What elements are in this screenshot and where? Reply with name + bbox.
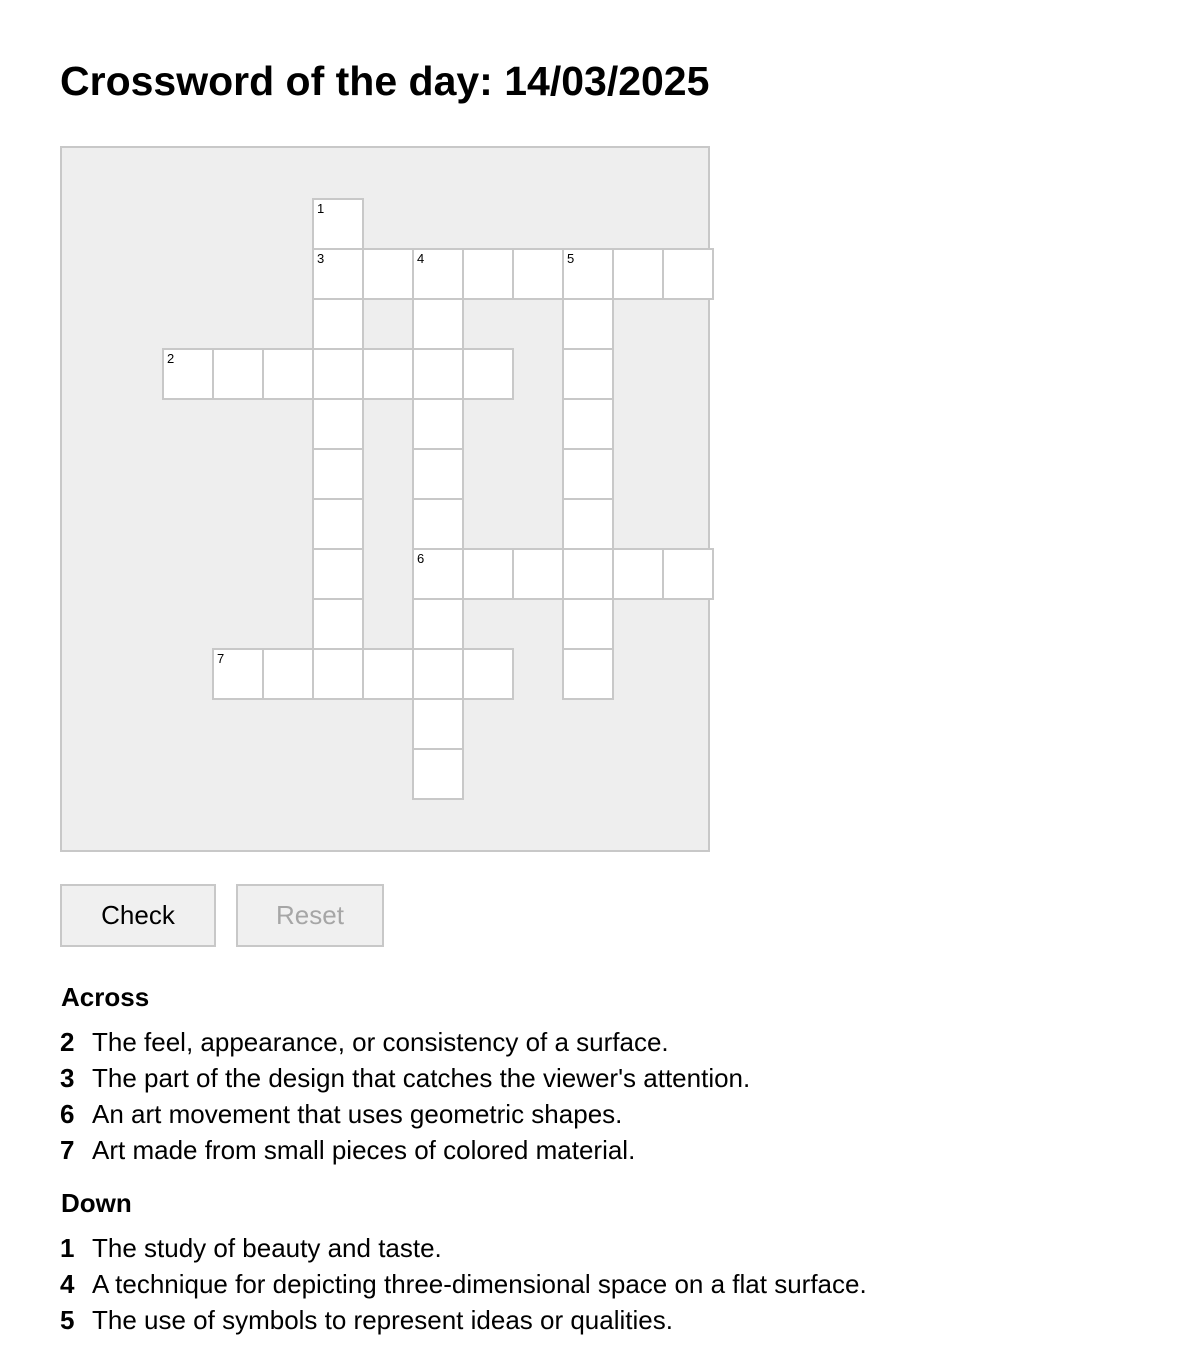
crossword-cell[interactable]	[462, 648, 514, 700]
crossword-cell[interactable]	[312, 248, 364, 300]
clue-text: An art movement that uses geometric shapes.	[92, 1099, 623, 1129]
clue-down-5	[60, 1302, 867, 1338]
cell-number: 2	[167, 351, 175, 366]
page-title: Crossword of the day: 14/03/2025	[60, 58, 710, 104]
cell-number: 6	[417, 551, 425, 566]
clue-number: 3	[60, 1063, 75, 1093]
clue-number: 1	[60, 1233, 75, 1263]
clue-text: The feel, appearance, or consistency of a surface.	[92, 1027, 669, 1057]
crossword-cell[interactable]	[412, 498, 464, 550]
check-button[interactable]: Check	[60, 884, 216, 947]
crossword-cell[interactable]	[662, 548, 714, 600]
across-heading: Across	[61, 982, 150, 1012]
clue-number: 4	[60, 1269, 75, 1299]
clue-number: 6	[60, 1099, 75, 1129]
clue-across-7	[60, 1132, 750, 1168]
crossword-cell[interactable]	[312, 498, 364, 550]
cell-number: 1	[317, 201, 325, 216]
clue-number: 7	[60, 1135, 75, 1165]
crossword-cell[interactable]	[312, 298, 364, 350]
crossword-cell[interactable]	[562, 298, 614, 350]
reset-button[interactable]: Reset	[236, 884, 384, 947]
clue-text: A technique for depicting three-dimensional space on a flat surface.	[92, 1269, 867, 1299]
crossword-cell[interactable]	[412, 748, 464, 800]
crossword-cell[interactable]	[562, 348, 614, 400]
crossword-cell[interactable]	[212, 348, 264, 400]
crossword-cell[interactable]	[312, 398, 364, 450]
crossword-cell[interactable]	[412, 698, 464, 750]
crossword-cell[interactable]	[362, 348, 414, 400]
clue-text: The use of symbols to represent ideas or qualities.	[92, 1305, 673, 1335]
crossword-cell[interactable]	[562, 248, 614, 300]
crossword-cell[interactable]	[362, 648, 414, 700]
crossword-cell[interactable]	[262, 348, 314, 400]
crossword-cell[interactable]	[462, 548, 514, 600]
crossword-cell[interactable]	[162, 348, 214, 400]
cell-number: 4	[417, 251, 425, 266]
clue-down-4	[60, 1266, 867, 1302]
cell-number: 7	[217, 651, 225, 666]
crossword-cell[interactable]	[412, 598, 464, 650]
crossword-cell[interactable]	[512, 248, 564, 300]
crossword-cell[interactable]	[362, 248, 414, 300]
clue-across-6	[60, 1096, 750, 1132]
crossword-cell[interactable]	[662, 248, 714, 300]
crossword-cell[interactable]	[612, 248, 664, 300]
crossword-cell[interactable]	[612, 548, 664, 600]
crossword-cell[interactable]	[412, 348, 464, 400]
crossword-grid	[60, 146, 710, 852]
crossword-cell[interactable]	[562, 648, 614, 700]
crossword-cell[interactable]	[312, 548, 364, 600]
crossword-cell[interactable]	[312, 648, 364, 700]
across-clue-list	[60, 1024, 750, 1168]
crossword-cell[interactable]	[562, 498, 614, 550]
crossword-cell[interactable]	[562, 548, 614, 600]
crossword-cell[interactable]	[312, 198, 364, 250]
cell-number: 3	[317, 251, 325, 266]
clue-number: 2	[60, 1027, 75, 1057]
crossword-cell[interactable]	[412, 548, 464, 600]
crossword-cell[interactable]	[312, 598, 364, 650]
crossword-cell[interactable]	[262, 648, 314, 700]
crossword-cell[interactable]	[412, 398, 464, 450]
clue-across-2	[60, 1024, 750, 1060]
down-clue-list	[60, 1230, 867, 1338]
down-heading: Down	[61, 1188, 132, 1218]
crossword-cell[interactable]	[562, 448, 614, 500]
crossword-cell[interactable]	[462, 348, 514, 400]
crossword-cell[interactable]	[512, 548, 564, 600]
crossword-cell[interactable]	[212, 648, 264, 700]
crossword-cell[interactable]	[412, 448, 464, 500]
crossword-cell[interactable]	[412, 248, 464, 300]
clue-number: 5	[60, 1305, 75, 1335]
crossword-cell[interactable]	[412, 298, 464, 350]
clue-text: Art made from small pieces of colored material.	[92, 1135, 636, 1165]
crossword-cell[interactable]	[462, 248, 514, 300]
clue-across-3	[60, 1060, 750, 1096]
crossword-cell[interactable]	[562, 398, 614, 450]
crossword-cell[interactable]	[312, 448, 364, 500]
crossword-cell[interactable]	[312, 348, 364, 400]
clue-text: The part of the design that catches the viewer's attention.	[92, 1063, 751, 1093]
crossword-cell[interactable]	[412, 648, 464, 700]
crossword-cell[interactable]	[562, 598, 614, 650]
clue-text: The study of beauty and taste.	[92, 1233, 442, 1263]
clue-down-1	[60, 1230, 867, 1266]
cell-number: 5	[567, 251, 575, 266]
